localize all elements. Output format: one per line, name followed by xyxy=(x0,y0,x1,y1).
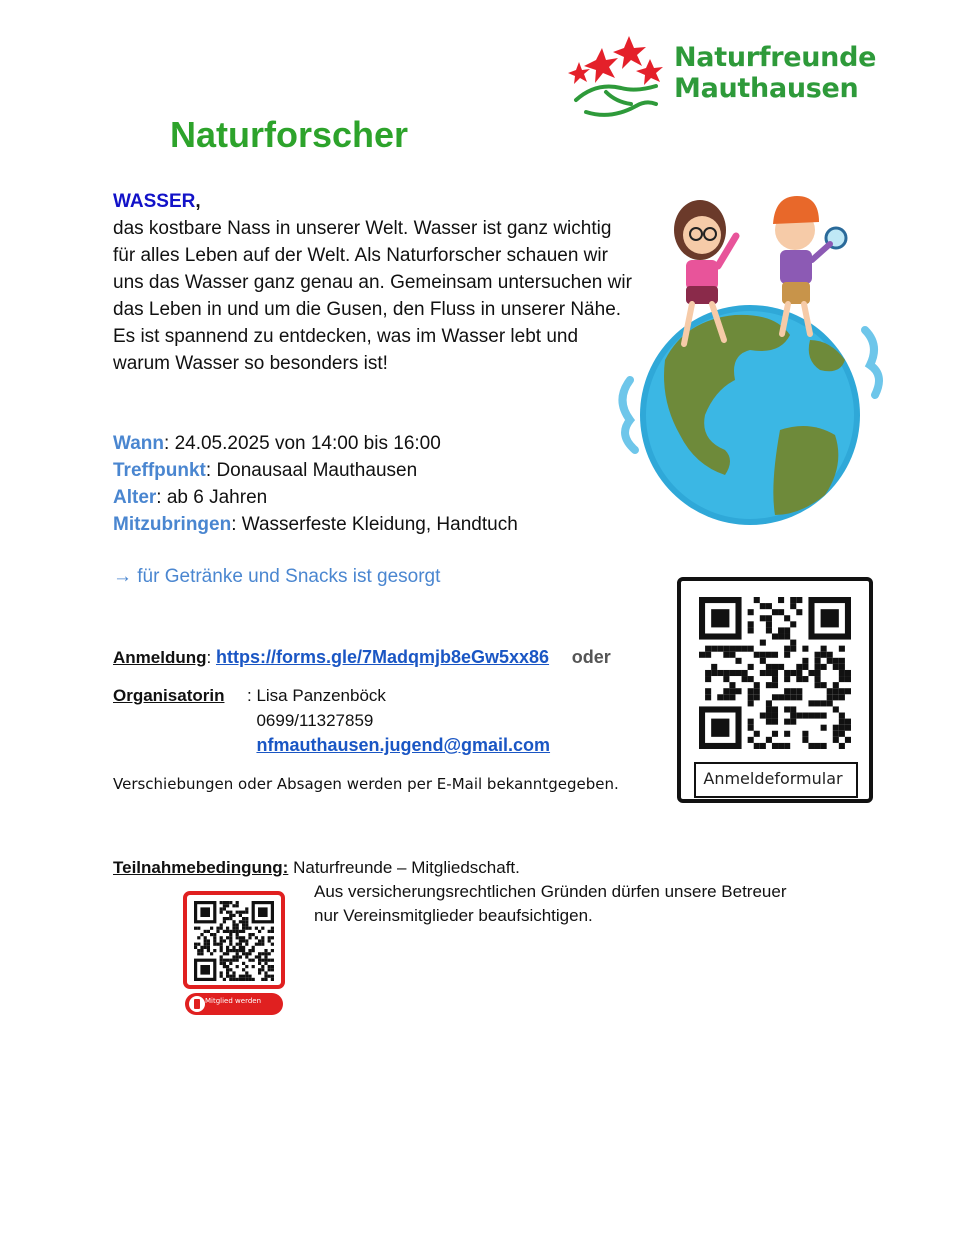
detail-meeting-point: Treffpunkt: Donausaal Mauthausen xyxy=(113,460,418,481)
organizer-label: Organisatorin xyxy=(113,686,225,705)
qr-member-label: Mitglied werden xyxy=(205,997,262,1005)
registration-label: Anmeldung xyxy=(113,648,207,667)
intro-paragraph: WASSER, das kostbare Nass in unserer Welt. Wasser ist ganz wichtig für alles Leben auf der Welt. Als Naturforscher schauen wir uns das Wasser ganz genau an. Gemeinsam untersuchen wir das Leben in und um die Gusen, den Fluss in unserer Nähe. Es ist spannend zu entdecken, was im Wasser lebt und warum Wasser so besonders ist! xyxy=(113,191,632,374)
organizer-email-link[interactable]: nfmauthausen.jugend@gmail.com xyxy=(256,735,551,755)
qr-form-label: Anmeldeformular xyxy=(703,769,843,788)
organizer-block xyxy=(113,683,551,755)
conditions-label: Teilnahmebedingung: xyxy=(113,858,289,877)
oder-text: oder xyxy=(571,647,611,667)
organizer-email-row xyxy=(247,733,550,758)
participation-conditions: Teilnahmebedingung: Naturfreunde – Mitgliedschaft. Aus versicherungsrechtlichen Gründen dürfen unsere Betreuer nur Vereinsmitglieder beaufsichtigen. xyxy=(113,856,520,880)
organizer-phone: 0699/11327859 xyxy=(256,711,374,730)
detail-age: Alter: ab 6 Jahren xyxy=(113,487,268,508)
conditions-text: Aus versicherungsrechtlichen Gründen dürfen unsere Betreuer nur Vereinsmitglieder beaufsichtigen. xyxy=(314,882,787,925)
detail-when: Wann: 24.05.2025 von 14:00 bis 16:00 xyxy=(113,433,441,454)
registration-link[interactable]: https://forms.gle/7Madqmjb8eGw5xx86 xyxy=(215,647,550,667)
intro-heading: WASSER xyxy=(113,191,196,212)
event-details xyxy=(113,430,518,538)
page-title: Naturforscher xyxy=(170,114,409,155)
postponement-note: Verschiebungen oder Absagen werden per E-Mail bekanntgegeben. xyxy=(113,775,619,793)
detail-bring: Mitzubringen: Wasserfeste Kleidung, Handtuch xyxy=(113,514,518,535)
kids-on-globe-illustration-icon xyxy=(610,180,885,525)
intro-text: das kostbare Nass in unserer Welt. Wasser ist ganz wichtig für alles Leben auf der Welt. Als Naturforscher schauen wir uns das Wasser ganz genau an. Gemeinsam untersuchen wir das Leben in und um die Gusen, den Fluss in unserer Nähe. Es ist spannend zu entdecken, was im Wasser lebt und warum Wasser so besonders ist! xyxy=(113,218,632,374)
snacks-note: → für Getränke und Snacks ist gesorgt xyxy=(113,566,441,587)
logo-text: Naturfreunde Mauthausen xyxy=(674,42,877,104)
organizer-name: : Lisa Panzenböck xyxy=(247,686,386,705)
registration-line: Anmeldung: https://forms.gle/7Madqmjb8eGw5xx86 oder xyxy=(113,647,611,667)
